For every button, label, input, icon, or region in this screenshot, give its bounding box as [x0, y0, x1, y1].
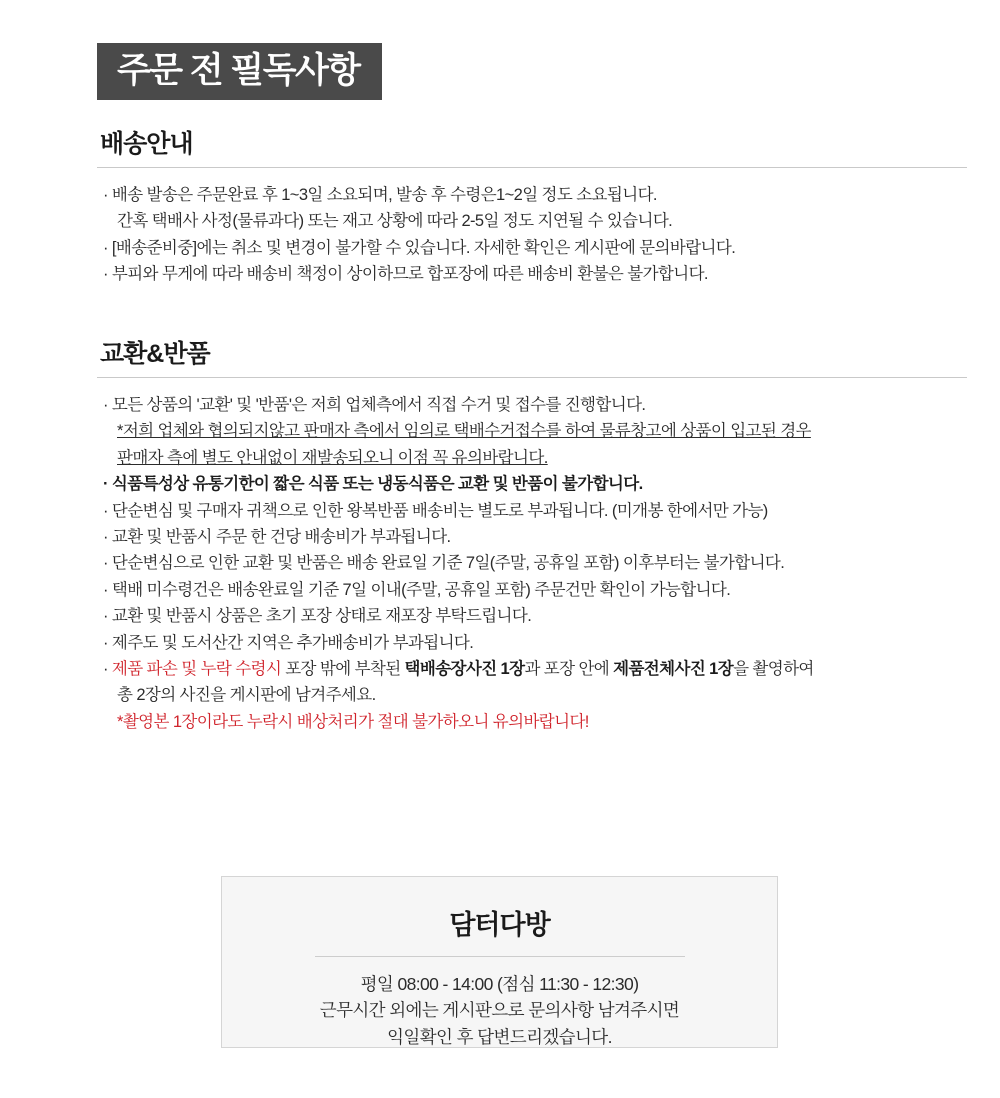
list-item-damage-notice [103, 656, 967, 682]
damage-mid-1: 포장 밖에 부착된 [281, 659, 405, 678]
list-item: 간혹 택배사 사정(물류과다) 또는 재고 상황에 따라 2-5일 정도 지연될 수 있습니다. [117, 212, 673, 231]
list-item: · 식품특성상 유통기한이 짧은 식품 또는 냉동식품은 교환 및 반품이 불가합니다. [103, 475, 643, 494]
damage-highlight: 제품 파손 및 누락 수령시 [111, 659, 282, 678]
list-item-text: 판매자 측에 별도 안내없이 재발송되오니 이점 꼭 유의바랍니다. [117, 448, 548, 467]
contact-info-box [221, 876, 778, 1048]
list-item: · 교환 및 반품시 주문 한 건당 배송비가 부과됩니다. [103, 527, 451, 546]
list-item: · 교환 및 반품시 상품은 초기 포장 상태로 재포장 부탁드립니다. [103, 607, 532, 626]
list-item: · [배송준비중]에는 취소 및 변경이 불가할 수 있습니다. 자세한 확인은 게시판에 문의바랍니다. [103, 238, 736, 257]
list-item: · 단순변심으로 인한 교환 및 반품은 배송 완료일 기준 7일(주말, 공휴일 포함) 이후부터는 불가합니다. [103, 554, 785, 573]
contact-note-2: 익일확인 후 답변드리겠습니다. [387, 1026, 612, 1047]
list-item [103, 418, 967, 444]
exchange-return-lines [97, 392, 967, 735]
contact-title: 담터다방 [449, 910, 550, 940]
page-title: 주문 전 필독사항 [97, 43, 382, 100]
list-item-text: *저희 업체와 협의되지않고 판매자 측에서 임의로 택배수거접수를 하여 물류창고에 상품이 입고된 경우 [117, 422, 811, 441]
damage-mid-2: 과 포장 안에 [524, 659, 614, 678]
bullet: · [103, 659, 112, 678]
shipping-lines [97, 182, 967, 288]
section-heading-exchange-return: 교환&반품 [97, 334, 967, 378]
warning-text: *촬영본 1장이라도 누락시 배상처리가 절대 불가하오니 유의바랍니다! [117, 712, 589, 731]
divider [315, 956, 685, 957]
section-exchange-return [97, 334, 967, 735]
section-shipping [97, 124, 967, 288]
section-heading-shipping: 배송안내 [97, 124, 967, 168]
list-item-damage-notice-2: 총 2장의 사진을 게시판에 남겨주세요. [117, 686, 376, 705]
damage-bold-2: 제품전체사진 1장 [613, 659, 734, 678]
contact-hours: 평일 08:00 - 14:00 (점심 11:30 - 12:30) [360, 974, 639, 994]
list-item: · 부피와 무게에 따라 배송비 책정이 상이하므로 합포장에 따른 배송비 환불은 불가합니다. [103, 265, 708, 284]
damage-tail: 을 촬영하여 [733, 659, 814, 678]
list-item: · 단순변심 및 구매자 귀책으로 인한 왕복반품 배송비는 별도로 부과됩니다. (미개봉 한에서만 가능) [103, 501, 768, 520]
damage-bold-1: 택배송장사진 1장 [404, 659, 525, 678]
list-item: · 택배 미수령건은 배송완료일 기준 7일 이내(주말, 공휴일 포함) 주문건만 확인이 가능합니다. [103, 580, 731, 599]
list-item [103, 445, 967, 471]
list-item: · 배송 발송은 주문완료 후 1~3일 소요되며, 발송 후 수령은1~2일 정도 소요됩니다. [103, 186, 657, 204]
contact-note-1: 근무시간 외에는 게시판으로 문의사항 남겨주시면 [319, 1000, 680, 1021]
list-item: · 모든 상품의 '교환' 및 '반품'은 저희 업체측에서 직접 수거 및 접수를 진행합니다. [103, 396, 646, 414]
list-item: · 제주도 및 도서산간 지역은 추가배송비가 부과됩니다. [103, 633, 474, 652]
